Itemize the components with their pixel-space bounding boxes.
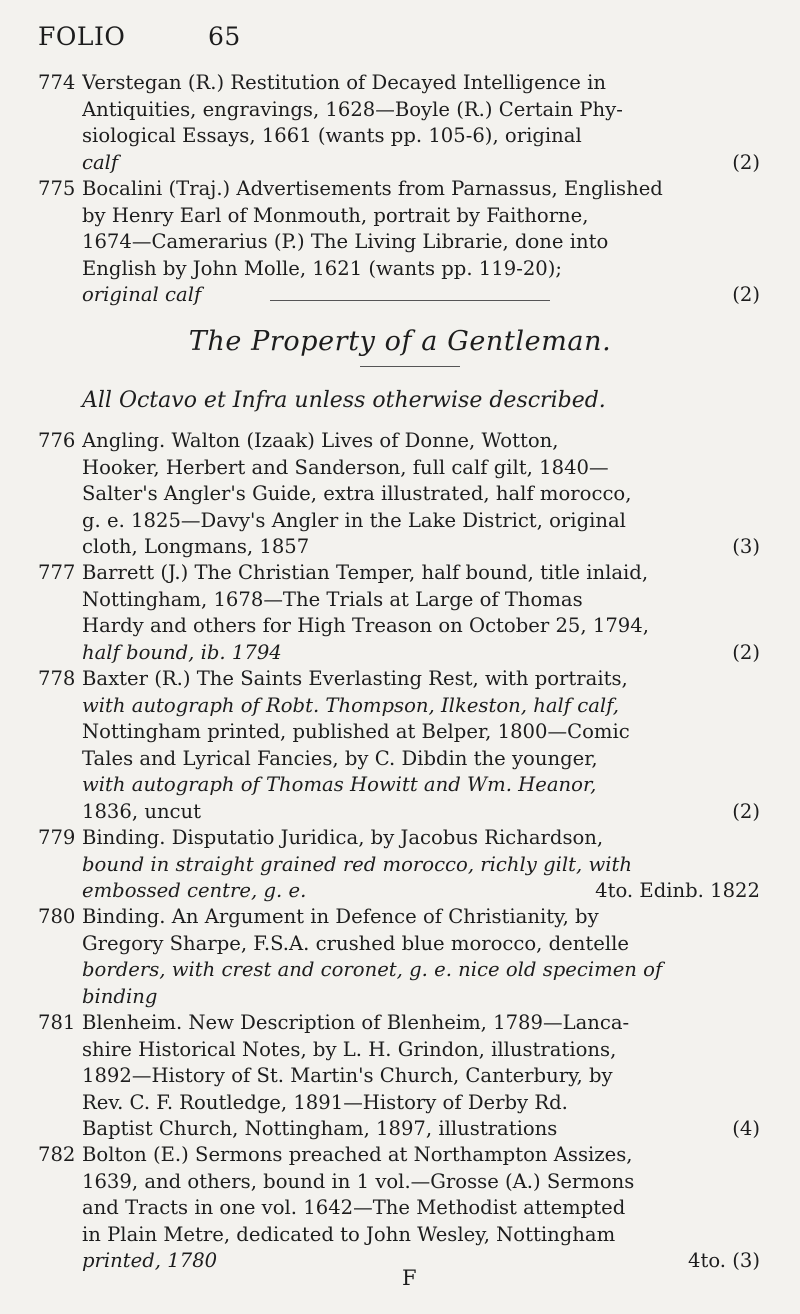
catalogue-entry [38, 70, 760, 176]
entry-line: Barrett (J.) The Christian Temper, half bound, title inlaid, [82, 561, 649, 584]
entry-line: Baptist Church, Nottingham, 1897, illustrations [82, 1117, 558, 1140]
entry-line: Angling. Walton (Izaak) Lives of Donne, Wotton, [82, 429, 559, 452]
entry-line: Hardy and others for High Treason on October 25, 1794, [82, 614, 649, 637]
lot-price: (4) [732, 1117, 760, 1140]
lot-number: 780 [38, 905, 76, 928]
entry-line: in Plain Metre, dedicated to John Wesley, Nottingham [82, 1222, 616, 1246]
lot-number: 781 [38, 1011, 76, 1034]
entry-line: and Tracts in one vol. 1642—The Methodist attempted [82, 1196, 626, 1219]
lot-number: 774 [38, 71, 76, 94]
entry-line: Rev. C. F. Routledge, 1891—History of Derby Rd. [82, 1090, 568, 1114]
entry-line: with autograph of Thomas Howitt and Wm. Heanor, [82, 773, 597, 796]
page-number: 65 [208, 22, 241, 51]
lot-price: (3) [732, 535, 760, 558]
entry-line: cloth, Longmans, 1857 [82, 535, 310, 558]
entry-line: English by John Molle, 1621 (wants pp. 119-20); [82, 256, 563, 280]
entry-line: g. e. 1825—Davy's Angler in the Lake District, original [82, 508, 626, 532]
entry-line: shire Historical Notes, by L. H. Grindon, illustrations, [82, 1037, 617, 1061]
catalogue-entry [38, 560, 760, 666]
catalogue-entry [38, 825, 760, 905]
catalogue-entry [38, 428, 760, 561]
lot-number: 782 [38, 1143, 76, 1166]
divider-rule [360, 366, 460, 367]
lot-price: (2) [732, 283, 760, 306]
lot-price: 4to. (3) [687, 1249, 760, 1272]
entry-line: Bolton (E.) Sermons preached at Northampton Assizes, [82, 1143, 633, 1166]
catalogue-entry [38, 904, 760, 1010]
entry-line: bound in straight grained red morocco, richly gilt, with [82, 852, 633, 876]
lot-price: (2) [732, 799, 760, 823]
entry-line: 1836, uncut [82, 799, 202, 823]
entry-line: Gregory Sharpe, F.S.A. crushed blue morocco, dentelle [82, 931, 629, 955]
section-note: All Octavo et Infra unless otherwise described. [82, 388, 606, 413]
folio-label: FOLIO [38, 22, 126, 51]
entry-line: Tales and Lyrical Fancies, by C. Dibdin the younger, [82, 746, 598, 770]
entry-line: Nottingham printed, published at Belper, 1800—Comic [82, 720, 630, 743]
entry-line: Baxter (R.) The Saints Everlasting Rest, with portraits, [82, 667, 628, 690]
entry-line: Hooker, Herbert and Sanderson, full calf gilt, 1840— [82, 455, 609, 479]
catalogue-entry [38, 176, 760, 309]
lot-price: (2) [732, 640, 760, 664]
entry-line: Antiquities, engravings, 1628—Boyle (R.) Certain Phy- [82, 97, 623, 121]
entry-line: Binding. An Argument in Defence of Christianity, by [82, 905, 599, 928]
catalogue-entry [38, 1142, 760, 1275]
lot-number: 776 [38, 429, 76, 452]
entry-line: Salter's Angler's Guide, extra illustrated, half morocco, [82, 482, 632, 505]
entry-line: 1892—History of St. Martin's Church, Canterbury, by [82, 1064, 613, 1087]
lot-number: 775 [38, 177, 76, 200]
divider-rule [270, 300, 550, 301]
entry-line: siological Essays, 1661 (wants pp. 105-6), original [82, 124, 582, 147]
entry-line: calf [82, 150, 119, 174]
entry-line: Nottingham, 1678—The Trials at Large of Thomas [82, 587, 583, 611]
entry-line: Blenheim. New Description of Blenheim, 1789—Lanca- [82, 1011, 630, 1034]
entry-line: half bound, ib. 1794 [82, 640, 282, 664]
entry-line: 1639, and others, bound in 1 vol.—Grosse (A.) Sermons [82, 1169, 635, 1193]
entry-line: Verstegan (R.) Restitution of Decayed Intelligence in [82, 71, 606, 94]
lot-price: 4to. Edinb. 1822 [595, 879, 760, 902]
entry-line: borders, with crest and coronet, g. e. nice old specimen of [82, 958, 663, 981]
section-title: The Property of a Gentleman. [188, 326, 612, 357]
lot-number: 777 [38, 561, 76, 584]
entry-line: binding [82, 984, 158, 1008]
catalogue-entry [38, 666, 760, 825]
signature-mark: F [402, 1266, 417, 1290]
entry-line: embossed centre, g. e. [82, 879, 307, 902]
entry-line: by Henry Earl of Monmouth, portrait by Faithorne, [82, 203, 589, 227]
entry-line: printed, 1780 [82, 1249, 218, 1272]
catalogue-entry [38, 1010, 760, 1143]
entry-line: with autograph of Robt. Thompson, Ilkeston, half calf, [82, 693, 619, 717]
entry-line: Binding. Disputatio Juridica, by Jacobus Richardson, [82, 826, 604, 849]
lot-number: 779 [38, 826, 76, 849]
entry-line: original calf [82, 283, 202, 306]
lot-price: (2) [732, 150, 760, 174]
entry-line: 1674—Camerarius (P.) The Living Librarie, done into [82, 230, 609, 253]
lot-number: 778 [38, 667, 76, 690]
page-header [38, 22, 760, 56]
entry-line: Bocalini (Traj.) Advertisements from Parnassus, Englished [82, 177, 663, 200]
